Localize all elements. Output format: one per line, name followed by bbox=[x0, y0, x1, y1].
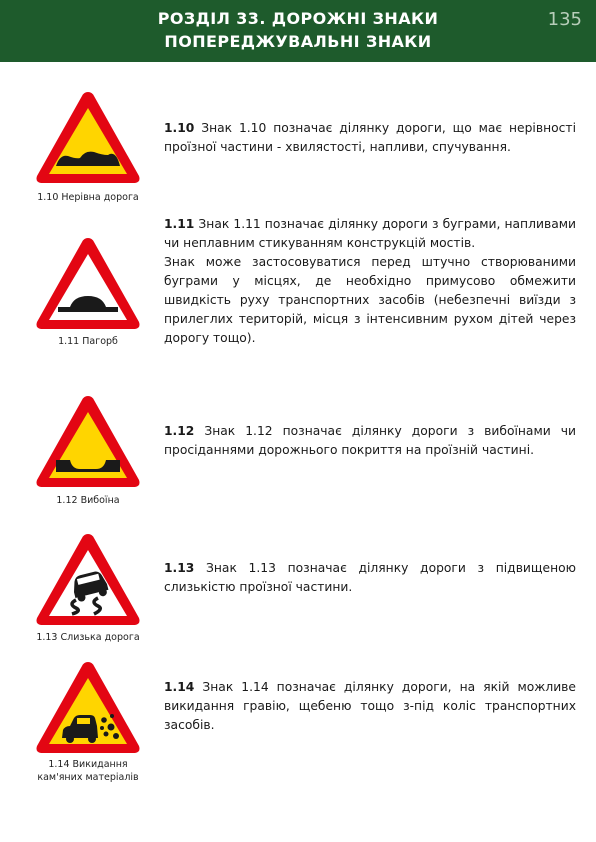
section-title-line1: РОЗДІЛ 33. ДОРОЖНІ ЗНАКИ bbox=[157, 9, 439, 28]
description-text: Знак 1.10 позначає ділянку дороги, що має нерівності проїзної частини - хвилястості, напливи, спучування. bbox=[164, 121, 576, 154]
slippery-road-icon bbox=[32, 530, 144, 630]
description-paragraph bbox=[164, 422, 576, 460]
sign-caption: 1.13 Слизька дорога bbox=[36, 632, 140, 643]
description-paragraph bbox=[164, 559, 576, 597]
sign-caption-line1: 1.14 Викидання bbox=[48, 759, 128, 770]
description-text: Знак 1.12 позначає ділянку дороги з вибоїнами чи просіданнями дорожнього покриття на проїзній частині. bbox=[164, 424, 576, 457]
sign-code: 1.13 bbox=[164, 561, 195, 575]
sign-description bbox=[164, 559, 576, 597]
sign-description bbox=[164, 215, 576, 348]
sign-caption: 1.10 Нерівна дорога bbox=[37, 192, 139, 203]
sign-description bbox=[164, 422, 576, 460]
pothole-icon bbox=[32, 392, 144, 492]
description-paragraph bbox=[164, 215, 576, 253]
sign-code: 1.10 bbox=[164, 121, 195, 135]
uneven-road-icon bbox=[32, 88, 144, 188]
sign-description bbox=[164, 119, 576, 157]
hump-icon bbox=[32, 234, 144, 334]
description-paragraph bbox=[164, 119, 576, 157]
sign-description bbox=[164, 678, 576, 735]
description-text: Знак 1.11 позначає ділянку дороги з буграми, напливами чи неплавним стикуванням конструкцій мостів. bbox=[164, 217, 576, 250]
sign-code: 1.12 bbox=[164, 424, 195, 438]
page-number: 135 bbox=[547, 9, 582, 30]
sign-caption: 1.12 Вибоїна bbox=[56, 495, 120, 506]
description-text: Знак може застосовуватися перед штучно створюваними буграми у місцях, де необхідно примусово обмежити швидкість руху транспортних засобів (небезпечні виїзди з прилеглих територій, місця з інтенсивним рухом дітей через дорогу тощо). bbox=[164, 255, 576, 345]
section-title-line2: ПОПЕРЕДЖУВАЛЬНІ ЗНАКИ bbox=[164, 32, 432, 51]
description-text: Знак 1.14 позначає ділянку дороги, на якій можливе викидання гравію, щебеню тощо з-під коліс транспортних засобів. bbox=[164, 680, 576, 732]
loose-chippings-icon bbox=[32, 658, 144, 758]
sign-caption-line2: кам'яних матеріалів bbox=[37, 772, 139, 783]
page-header bbox=[0, 0, 596, 62]
section-title bbox=[0, 7, 596, 53]
sign-code: 1.14 bbox=[164, 680, 195, 694]
sign-caption bbox=[18, 758, 158, 784]
description-paragraph bbox=[164, 253, 576, 348]
sign-caption: 1.11 Пагорб bbox=[58, 336, 118, 347]
sign-code: 1.11 bbox=[164, 217, 195, 231]
description-text: Знак 1.13 позначає ділянку дороги з підвищеною слизькістю проїзної частини. bbox=[164, 561, 576, 594]
description-paragraph bbox=[164, 678, 576, 735]
